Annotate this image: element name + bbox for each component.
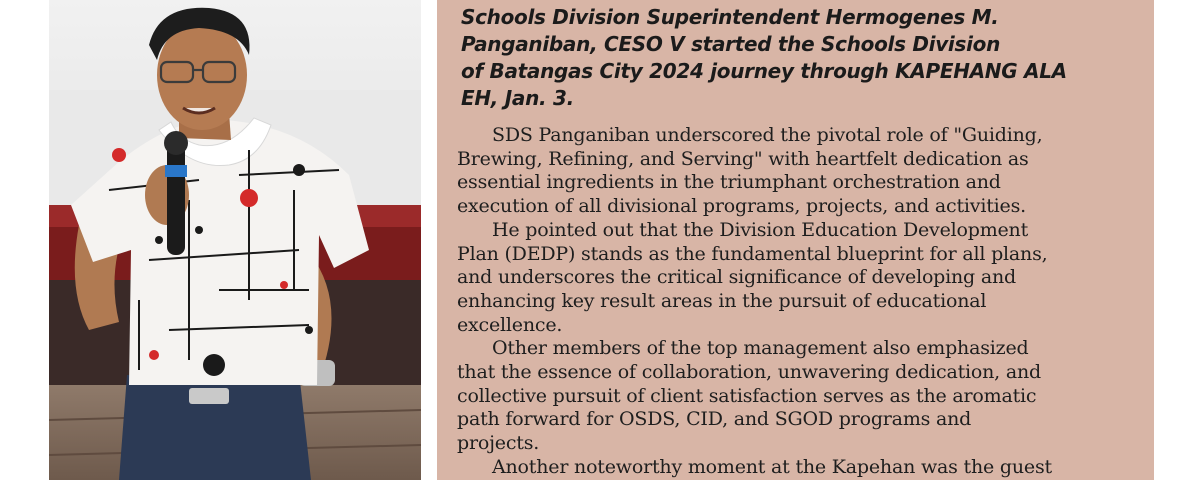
body-line: projects. [457, 432, 540, 455]
body-line: path forward for OSDS, CID, and SGOD programs and [457, 408, 972, 431]
body-line: execution of all divisional programs, projects, and activities. [457, 195, 1026, 218]
body-line: that the essence of collaboration, unwavering dedication, and [457, 361, 1041, 384]
body-line: collective pursuit of client satisfaction serves as the aromatic [457, 384, 1037, 407]
body-line: Other members of the top management also emphasized [492, 337, 1029, 360]
body-line: He pointed out that the Division Education Development [492, 218, 1029, 241]
headline-line: Schools Division Superintendent Hermogenes M. [461, 5, 999, 29]
speaker-photo [49, 0, 421, 480]
article-panel [437, 0, 1154, 480]
body-line: and underscores the critical significance of developing and [457, 266, 1016, 289]
body-line: Plan (DEDP) stands as the fundamental blueprint for all plans, [457, 242, 1048, 265]
body-line: SDS Panganiban underscored the pivotal role of "Guiding, [492, 124, 1043, 146]
headline-line: EH, Jan. 3. [461, 86, 574, 110]
body-line: enhancing key result areas in the pursuit of educational [457, 289, 987, 312]
body-line: Brewing, Refining, and Serving" with heartfelt dedication as [457, 147, 1029, 170]
headline-line: Panganiban, CESO V started the Schools Division [461, 32, 1001, 56]
body-line: essential ingredients in the triumphant orchestration and [457, 171, 1001, 194]
article-headline [461, 4, 1141, 112]
body-line: excellence. [457, 313, 563, 336]
article-body [457, 124, 1154, 480]
headline-line: of Batangas City 2024 journey through KAPEHANG ALA [461, 59, 1067, 83]
body-line: Another noteworthy moment at the Kapehan was the guest [492, 455, 1052, 478]
